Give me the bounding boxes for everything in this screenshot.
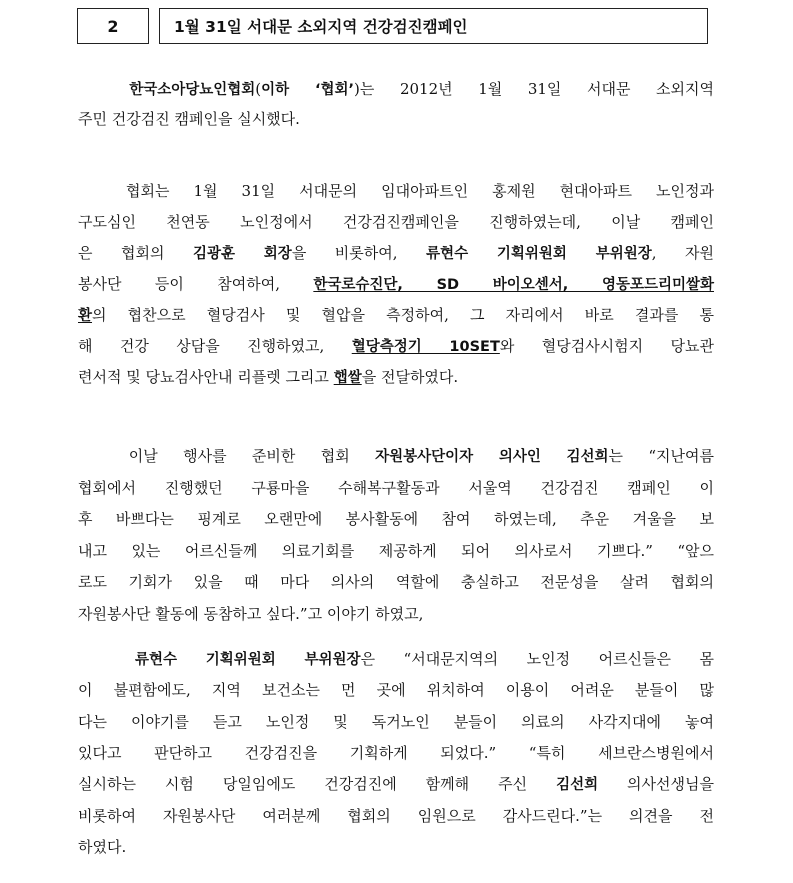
paragraph-2-line-7 — [78, 366, 714, 389]
paragraph-4-line-5 — [78, 773, 714, 796]
body-text: 비롯하여 자원봉사단 여러분께 협회의 임원으로 감사드린다.”는 의견을 전 — [78, 806, 714, 825]
section-number-box: 2 — [77, 8, 149, 44]
paragraph-4-line-6 — [78, 805, 714, 827]
paragraph-1-line-2 — [78, 108, 714, 130]
body-text: 이 불편함에도, 지역 보건소는 먼 곳에 위치하여 이용이 어려운 분들이 많 — [78, 681, 714, 700]
body-text: 을 전달하였다. — [361, 368, 459, 386]
body-text: )는 2012년 1월 31일 서대문 소외지역 — [354, 80, 715, 98]
body-text: 로도 기회가 있을 때 마다 의사의 역할에 충실하고 전문성을 살려 협회의 — [78, 573, 714, 592]
paragraph-2-line-6 — [78, 335, 714, 358]
emphasized-text: 류현수 기획위원회 부위원장 — [134, 652, 361, 668]
body-text — [78, 80, 129, 98]
body-text: 의사선생님을 — [598, 775, 714, 794]
emphasized-text: 이하 ‘협회’ — [261, 82, 355, 98]
body-text: 내고 있는 어르신들께 의료기회를 제공하게 되어 의사로서 기쁘다.” “앞으 — [78, 541, 714, 560]
paragraph-3-line-2 — [78, 477, 714, 499]
paragraph-2-line-3 — [78, 242, 714, 265]
paragraph-2-line-5 — [78, 304, 714, 327]
emphasized-text: 자원봉사단이자 의사인 김선희 — [375, 449, 609, 465]
body-text: 자원봉사단 활동에 동참하고 싶다.”고 이야기 하였고, — [78, 605, 424, 623]
body-text: 구도심인 천연동 노인정에서 건강검진캠페인을 진행하였는데, 이날 캠페인 — [78, 213, 714, 231]
emphasized-text: 혈당측정기 10SET — [351, 339, 500, 355]
emphasized-text: 류현수 기획위원회 부위원장 — [426, 246, 652, 262]
paragraph-3-line-5 — [78, 571, 714, 593]
emphasized-text: 한국로슈진단, SD 바이오센서, 영동포드리미쌀화 — [313, 277, 714, 293]
body-text: 봉사단 등이 참여하여, — [78, 275, 314, 293]
body-text: 실시하는 시험 당일임에도 건강검진에 함께해 주신 — [78, 775, 557, 794]
body-text: 는 “지난여름 — [608, 447, 715, 465]
paragraph-4-line-4 — [78, 742, 714, 764]
body-text — [78, 650, 135, 668]
paragraph-2-line-2 — [78, 211, 714, 233]
body-text: ( — [255, 80, 262, 98]
body-text: 후 바쁘다는 핑계로 오랜만에 봉사활동에 참여 하였는데, 추운 겨울을 보 — [78, 510, 714, 529]
paragraph-4-line-3 — [78, 711, 714, 733]
paragraph-3-line-1 — [78, 445, 714, 468]
body-text: 주민 건강검진 캠페인을 실시했다. — [78, 110, 300, 128]
body-text: , 자원 — [651, 244, 714, 262]
paragraph-2-line-1 — [78, 180, 714, 202]
paragraph-4-line-7 — [78, 836, 714, 858]
body-text: 의 협찬으로 혈당검사 및 혈압을 측정하여, 그 자리에서 바로 결과를 통 — [92, 306, 714, 324]
body-text: 하였다. — [78, 837, 127, 856]
body-text: 은 “서대문지역의 노인정 어르신들은 몸 — [360, 650, 714, 668]
body-text: 련서적 및 당뇨검사안내 리플렛 그리고 — [78, 368, 334, 386]
body-text: 와 혈당검사시험지 당뇨관 — [499, 337, 715, 355]
body-text: 다는 이야기를 듣고 노인정 및 독거노인 분들이 의료의 사각지대에 놓여 — [78, 712, 714, 731]
emphasized-text: 환 — [78, 308, 93, 324]
emphasized-text: 햅쌀 — [333, 370, 362, 386]
emphasized-text: 김선희 — [556, 777, 599, 794]
section-title-box: 1월 31일 서대문 소외지역 건강검진캠페인 — [159, 8, 708, 44]
emphasized-text: 김광훈 회장 — [192, 246, 292, 262]
body-text: 협회는 1월 31일 서대문의 임대아파트인 홍제원 현대아파트 노인정과 — [78, 182, 714, 200]
body-text: 을 비롯하여, — [291, 244, 427, 262]
paragraph-4-line-1 — [78, 648, 714, 671]
body-text: 은 협회의 — [78, 244, 193, 262]
emphasized-text: 한국소아당뇨인협회 — [129, 82, 256, 98]
paragraph-4-line-2 — [78, 679, 714, 701]
paragraph-3-line-4 — [78, 540, 714, 562]
paragraph-3-line-6 — [78, 603, 714, 625]
body-text: 해 건강 상담을 진행하였고, — [78, 337, 352, 355]
body-text: 있다고 판단하고 건강검진을 기획하게 되었다.” “특히 세브란스병원에서 — [78, 743, 714, 762]
paragraph-1-line-1 — [78, 78, 714, 101]
body-text: 협회에서 진행했던 구룡마을 수해복구활동과 서울역 건강검진 캠페인 이 — [78, 478, 714, 497]
paragraph-2-line-4 — [78, 273, 714, 296]
paragraph-3-line-3 — [78, 508, 714, 530]
body-text: 이날 행사를 준비한 협회 — [78, 447, 376, 465]
